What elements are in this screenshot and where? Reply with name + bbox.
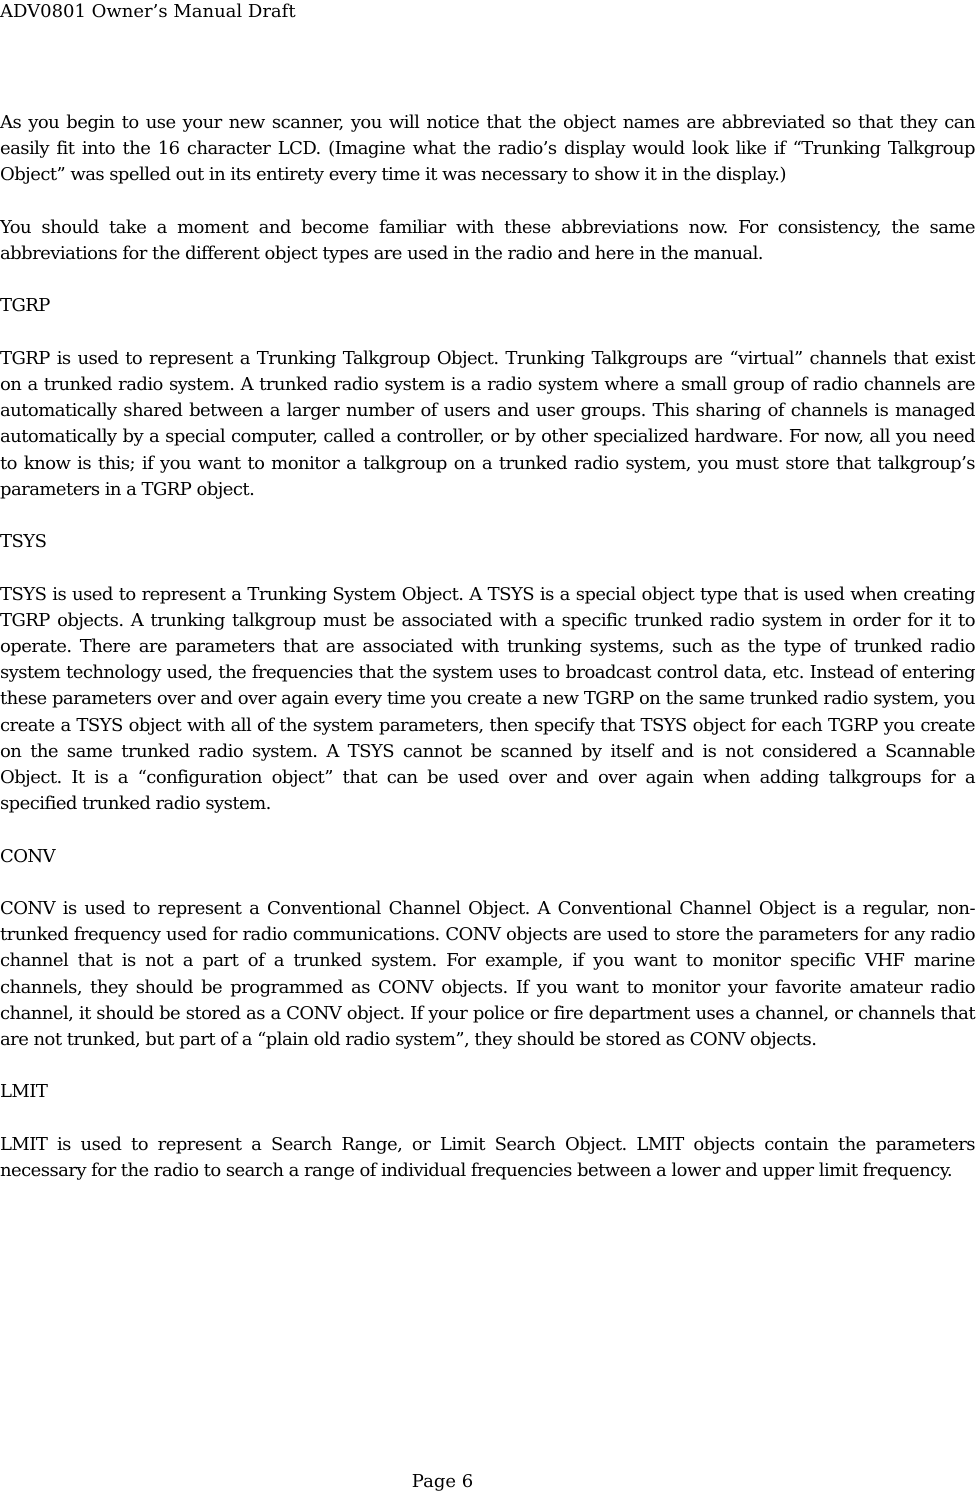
intro-paragraph: As you begin to use your new scanner, you will notice that the object names are abbreviated so that they can easily fit into the 16 character LCD. (Imagine what the radio’s display would look like if “Trunking Talkgroup Object” was spelled out in its entirety every time it was necessary to show it in the display.) <box>0 112 975 186</box>
intro-paragraph: You should take a moment and become familiar with these abbreviations now. For consistency, the same abbreviations for the different object types are used in the radio and here in the manual. <box>0 216 975 264</box>
section-heading-tgrp: TGRP <box>0 295 50 317</box>
section-text-tgrp: TGRP is used to represent a Trunking Talkgroup Object. Trunking Talkgroups are “virtual” channels that exist on a trunked radio system. A trunked radio system is a radio system where a small group of radio channels are automatically shared between a larger number of users and user groups. This sharing of channels is managed automatically by a special computer, called a controller, or by other specialized hardware. For now, all you need to know is this; if you want to monitor a talkgroup on a trunked radio system, you must store that talkgroup’s parameters in a TGRP object. <box>0 347 975 500</box>
section-text-tsys: TSYS is used to represent a Trunking System Object. A TSYS is a special object type that is used when creating TGRP objects. A trunking talkgroup must be associated with a specific trunked radio system in order for it to operate. There are parameters that are associated with trunking systems, such as the type of trunked radio system technology used, the frequencies that the system uses to broadcast control data, etc. Instead of entering these parameters over and over again every time you create a new TGRP on the same trunked radio system, you create a TSYS object with all of the system parameters, then specify that TSYS object for each TGRP you create on the same trunked radio system. A TSYS cannot be scanned by itself and is not considered a Scannable Object. It is a “configuration object” that can be used over and over again when adding talkgroups for a specified trunked radio system. <box>0 583 975 815</box>
document-body <box>0 110 975 1210</box>
section-text-conv: CONV is used to represent a Conventional Channel Object. A Conventional Channel Object is a regular, non-trunked frequency used for radio communications. CONV objects are used to store the parameters for any radio channel that is not a part of a trunked system. For example, if you want to monitor specific VHF marine channels, they should be programmed as CONV objects. If you want to monitor your favorite amateur radio channel, it should be stored as a CONV object. If your police or fire department uses a channel, or channels that are not trunked, but part of a “plain old radio system”, they should be stored as CONV objects. <box>0 897 975 1050</box>
section-heading-conv: CONV <box>0 845 56 867</box>
section-heading-lmit: LMIT <box>0 1081 48 1103</box>
document-header: ADV0801 Owner’s Manual Draft <box>0 1 296 22</box>
section-text-lmit: LMIT is used to represent a Search Range, or Limit Search Object. LMIT objects contain the parameters necessary for the radio to search a range of individual frequencies between a lower and upper limit frequency. <box>0 1133 975 1181</box>
page-number: Page 6 <box>411 1471 474 1492</box>
section-heading-tsys: TSYS <box>0 531 47 553</box>
